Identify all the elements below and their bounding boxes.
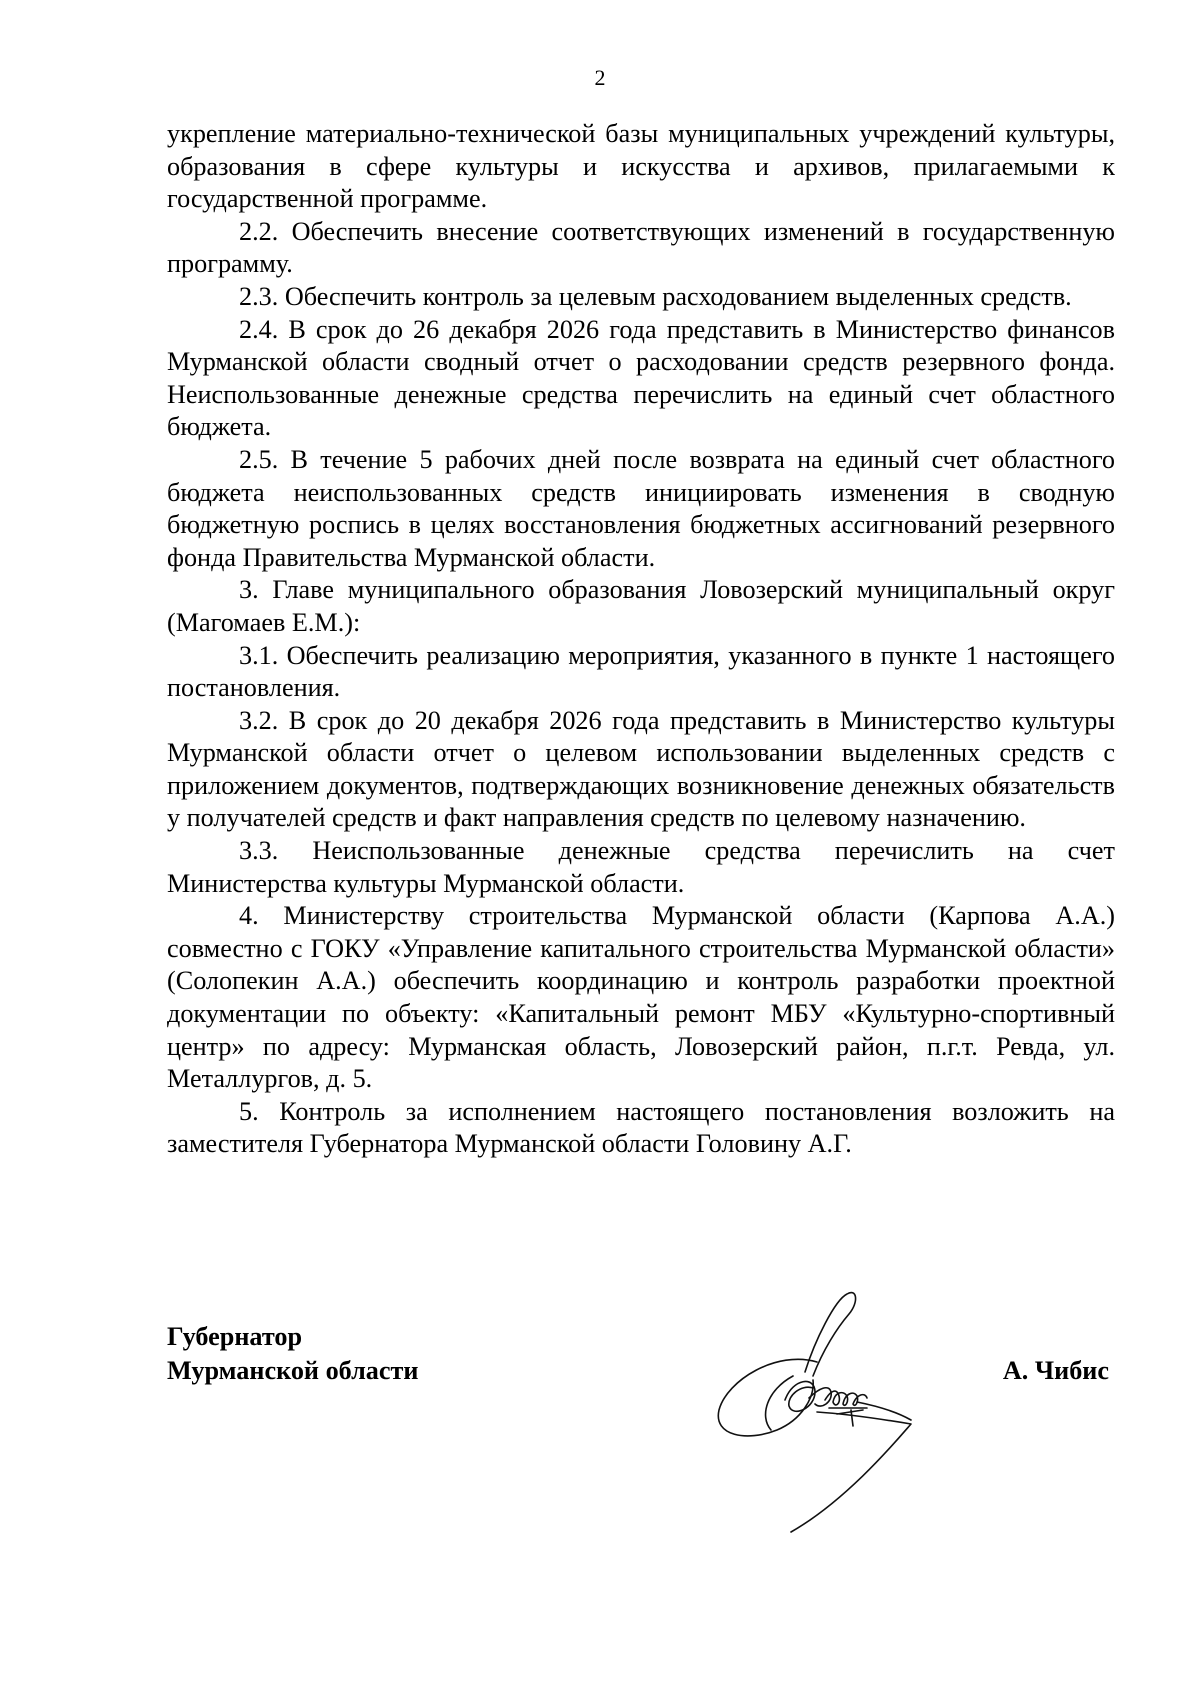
signer-position-line2: Мурманской области: [167, 1356, 419, 1385]
paragraph-3-3: 3.3. Неиспользованные денежные средства перечислить на счет Министерства культуры Мурманской области.: [167, 836, 1115, 898]
paragraph-2-4: 2.4. В срок до 26 декабря 2026 года представить в Министерство финансов Мурманской области сводный отчет о расходовании средств резервного фонда. Неиспользованные денежные средства перечислить на единый счет областного бюджета.: [167, 314, 1115, 442]
signer-name: А. Чибис: [1002, 1356, 1109, 1385]
paragraph-2-2: 2.2. Обеспечить внесение соответствующих изменений в государственную программу.: [167, 216, 1115, 279]
paragraph-4: 4. Министерству строительства Мурманской области (Карпова А.А.) совместно с ГОКУ «Управление капитального строительства Мурманской области» (Солопекин А.А.) обеспечить координацию и контроль разработки проектной документации по объекту: «Капитальный ремонт МБУ «Культурно-спортивный центр» по адресу: Мурманская область, Ловозерский район, п.г.т. Ревда, ул. Металлургов, д. 5.: [167, 901, 1115, 1094]
signer-position: [167, 1320, 418, 1388]
paragraph-3: 3. Главе муниципального образования Ловозерский муниципальный округ (Магомаев Е.М.):: [167, 575, 1115, 637]
document-body: [167, 118, 1115, 1161]
paragraph-2-5: 2.5. В течение 5 рабочих дней после возврата на единый счет областного бюджета неиспользованных средств инициировать изменения в сводную бюджетную роспись в целях восстановления бюджетных ассигнований резервного фонда Правительства Мурманской области.: [167, 444, 1115, 572]
signer-position-line1: Губернатор: [167, 1322, 303, 1351]
signature-block: [167, 1320, 1115, 1540]
paragraph-2-3: 2.3. Обеспечить контроль за целевым расходованием выделенных средств.: [239, 281, 1072, 311]
page-number: 2: [594, 65, 606, 90]
paragraph-3-2: 3.2. В срок до 20 декабря 2026 года представить в Министерство культуры Мурманской области отчет о целевом использовании выделенных средств с приложением документов, подтверждающих возникновение денежных обязательств у получателей средств и факт направления средств по целевому назначению.: [167, 705, 1115, 833]
paragraph-5: 5. Контроль за исполнением настоящего постановления возложить на заместителя Губернатора Мурманской области Головину А.Г.: [167, 1096, 1115, 1159]
paragraph-continuation: укрепление материально-технической базы муниципальных учреждений культуры, образования в сфере культуры и искусства и архивов, прилагаемыми к государственной программе.: [167, 119, 1115, 214]
paragraph-3-1: 3.1. Обеспечить реализацию мероприятия, указанного в пункте 1 настоящего постановления.: [167, 640, 1115, 703]
handwritten-signature: [697, 1280, 937, 1540]
